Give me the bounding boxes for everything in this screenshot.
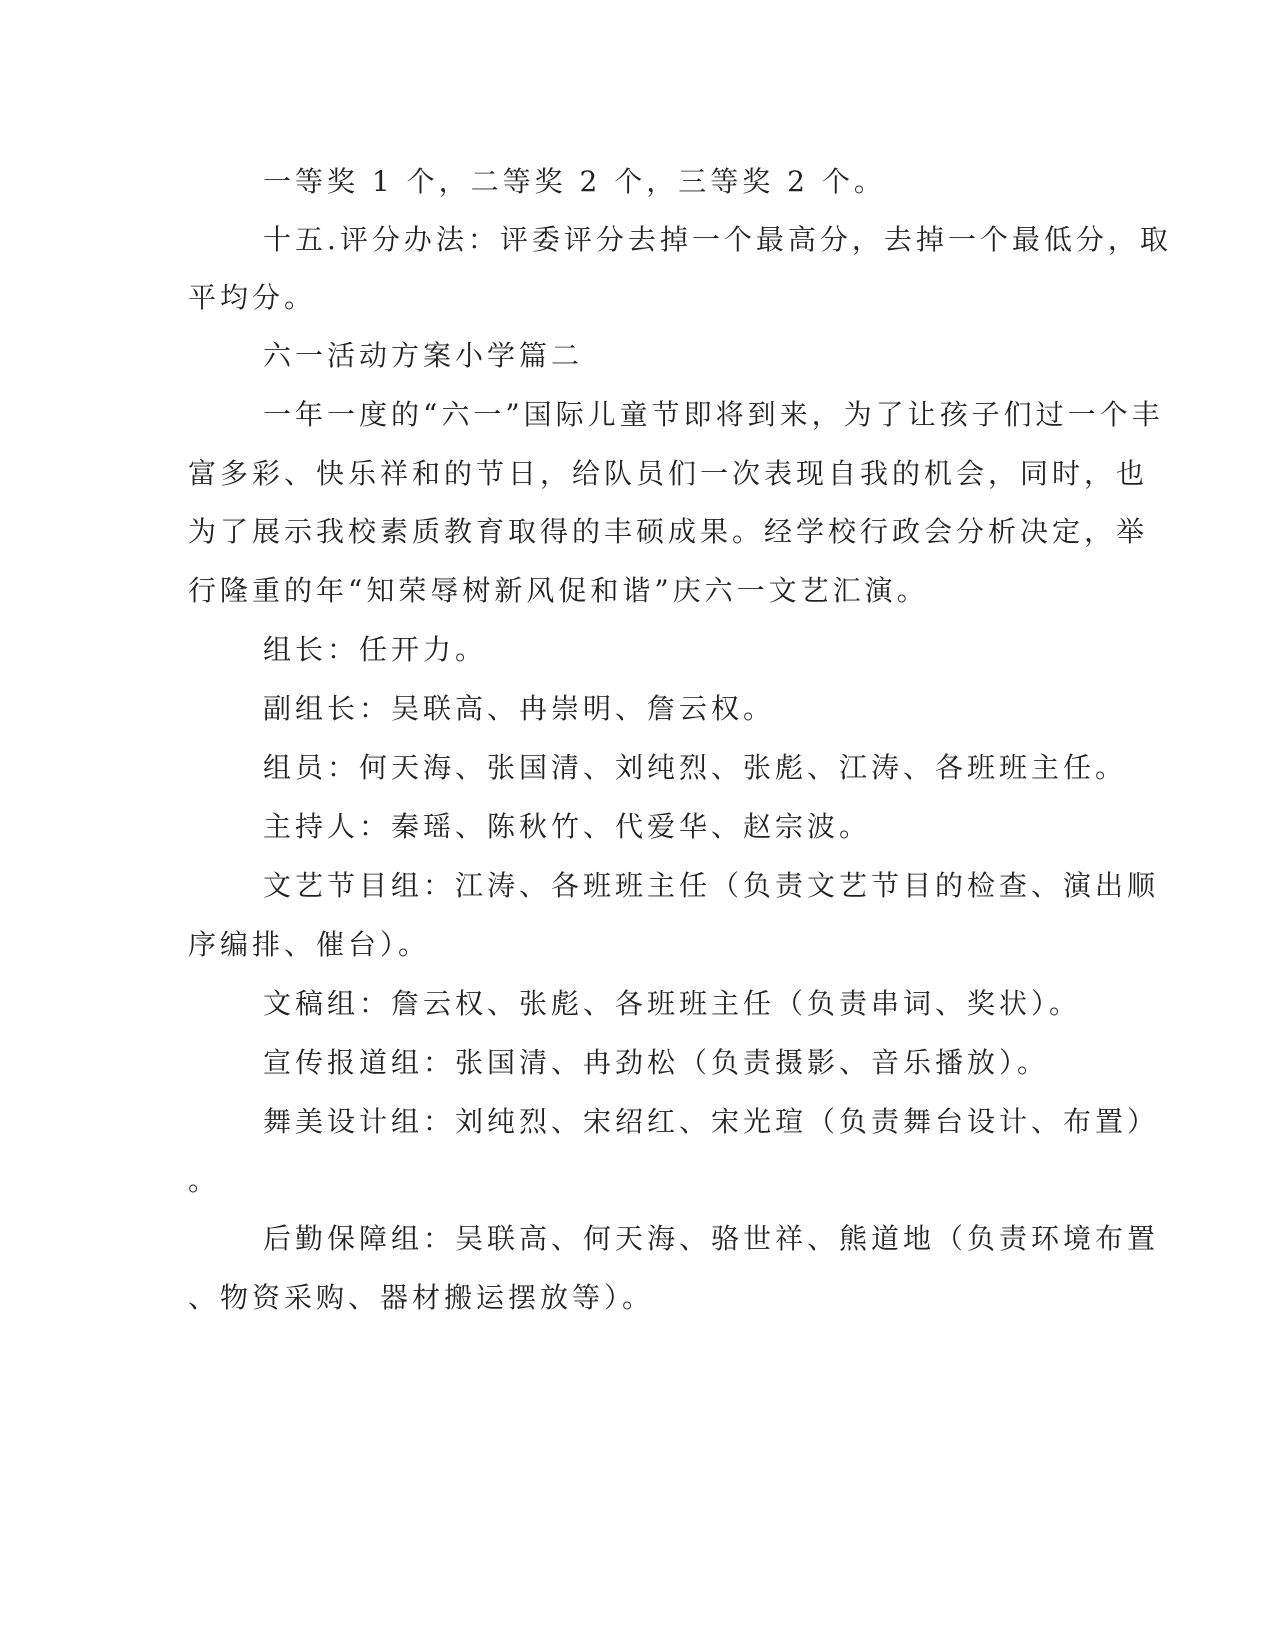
paragraph-line: 平均分。	[188, 281, 317, 314]
paragraph-line: 。	[188, 1164, 221, 1197]
paragraph-line: 宣传报道组：张国清、冉劲松（负责摄影、音乐播放）。	[263, 1046, 1050, 1079]
paragraph-line: 副组长：吴联高、冉崇明、詹云权。	[263, 692, 776, 725]
paragraph-line: 主持人：秦瑶、陈秋竹、代爱华、赵宗波。	[263, 810, 872, 843]
paragraph-line: 文艺节目组：江涛、各班班主任（负责文艺节目的检查、演出顺	[263, 869, 1160, 902]
paragraph-line: 、物资采购、器材搬运摆放等）。	[188, 1281, 655, 1314]
paragraph-line: 后勤保障组：吴联高、何天海、骆世祥、熊道地（负责环境布置	[263, 1222, 1160, 1255]
paragraph-line: 行隆重的年“知荣辱树新风促和谐”庆六一文艺汇演。	[188, 574, 929, 607]
section-heading: 六一活动方案小学篇二	[263, 339, 584, 372]
paragraph-line: 一年一度的“六一”国际儿童节即将到来，为了让孩子们过一个丰	[263, 398, 1164, 431]
paragraph-line: 组长：任开力。	[263, 633, 488, 666]
paragraph-line: 富多彩、快乐祥和的节日，给队员们一次表现自我的机会，同时，也	[188, 457, 1149, 490]
paragraph-line: 组员：何天海、张国清、刘纯烈、张彪、江涛、各班班主任。	[263, 751, 1128, 784]
paragraph-line: 为了展示我校素质教育取得的丰硕成果。经学校行政会分析决定，举	[188, 515, 1149, 548]
paragraph-line: 十五.评分办法：评委评分去掉一个最高分，去掉一个最低分，取	[263, 223, 1172, 256]
paragraph-line: 一等奖 1 个，二等奖 2 个，三等奖 2 个。	[263, 165, 886, 198]
paragraph-line: 文稿组：詹云权、张彪、各班班主任（负责串词、奖状）。	[263, 987, 1082, 1020]
paragraph-line: 序编排、催台）。	[188, 928, 431, 961]
paragraph-line: 舞美设计组：刘纯烈、宋绍红、宋光瑄（负责舞台设计、布置）	[263, 1105, 1160, 1138]
